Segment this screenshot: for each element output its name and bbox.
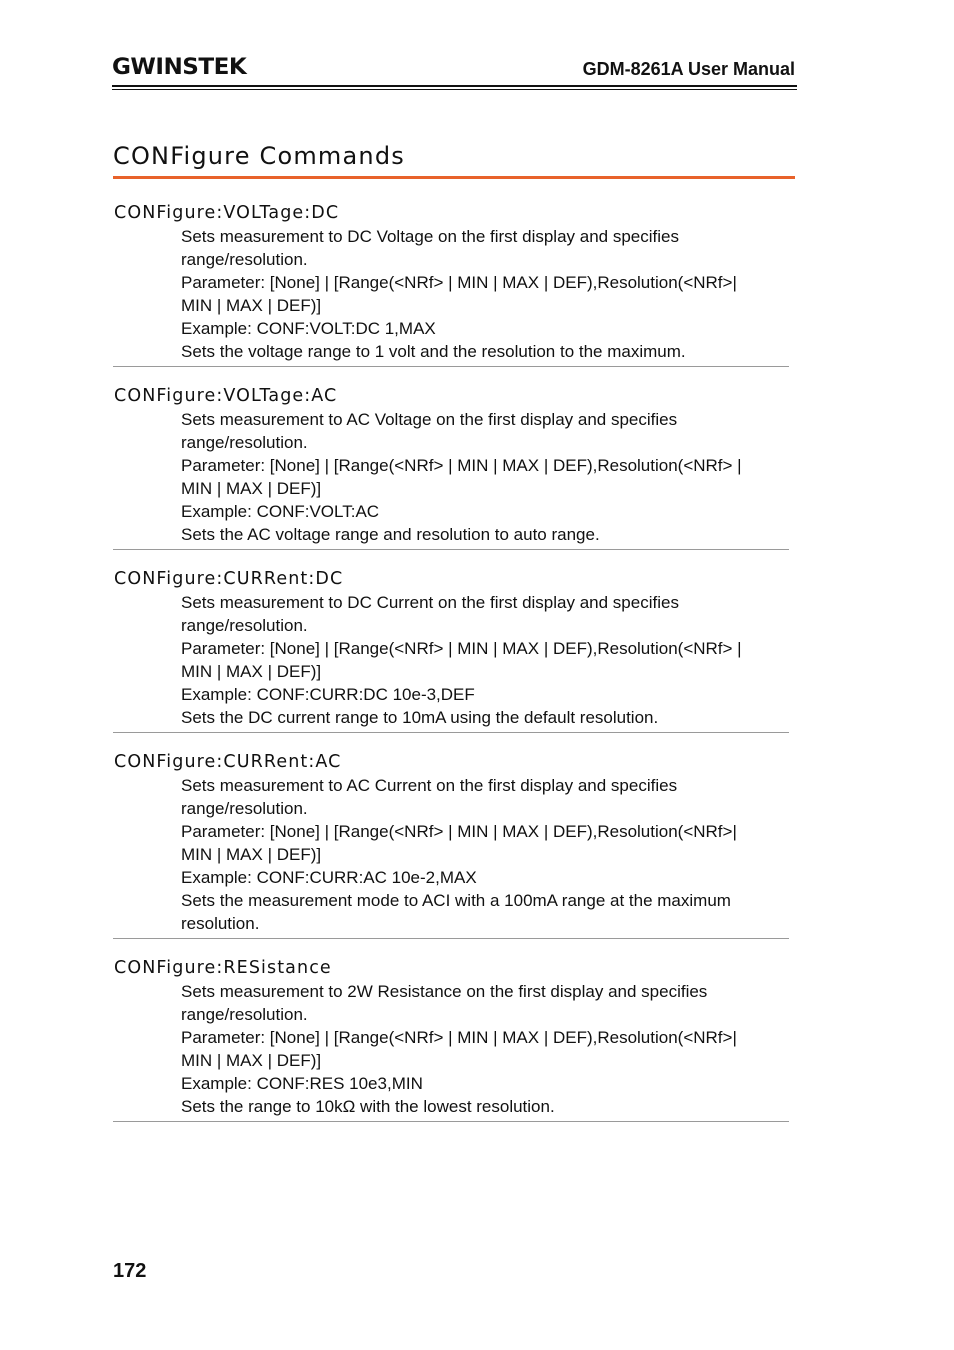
description-line: Sets measurement to 2W Resistance on the first display and specifies xyxy=(181,982,708,1001)
description-line: range/resolution. xyxy=(181,433,308,452)
example-explanation: Sets the range to 10kΩ with the lowest resolution. xyxy=(181,1097,555,1116)
parameter-line: Parameter: [None] | [Range(<NRf> | MIN | MAX | DEF),Resolution(<NRf> | xyxy=(181,639,742,658)
command-name: CONFigure:VOLTage:AC xyxy=(114,386,338,406)
parameter-line: MIN | MAX | DEF)] xyxy=(181,845,322,864)
page-header xyxy=(112,52,797,92)
command-divider xyxy=(113,1121,789,1122)
example-line: Example: CONF:CURR:DC 10e-3,DEF xyxy=(181,685,475,704)
example-explanation: resolution. xyxy=(181,914,260,933)
description-line: range/resolution. xyxy=(181,616,308,635)
parameter-line: MIN | MAX | DEF)] xyxy=(181,296,322,315)
header-rule-thin xyxy=(112,89,797,90)
header-rule xyxy=(112,85,797,87)
description-line: range/resolution. xyxy=(181,250,308,269)
example-line: Example: CONF:CURR:AC 10e-2,MAX xyxy=(181,868,477,887)
command-description xyxy=(181,225,789,363)
command-description xyxy=(181,408,789,546)
description-line: range/resolution. xyxy=(181,799,308,818)
command-divider xyxy=(113,732,789,733)
parameter-line: Parameter: [None] | [Range(<NRf> | MIN | MAX | DEF),Resolution(<NRf> | xyxy=(181,456,742,475)
example-line: Example: CONF:RES 10e3,MIN xyxy=(181,1074,423,1093)
example-explanation: Sets the DC current range to 10mA using the default resolution. xyxy=(181,708,659,727)
command-block-voltage-ac xyxy=(113,385,789,550)
command-name: CONFigure:VOLTage:DC xyxy=(114,203,340,223)
command-block-current-ac xyxy=(113,751,789,939)
description-line: Sets measurement to AC Voltage on the first display and specifies xyxy=(181,410,678,429)
command-divider xyxy=(113,366,789,367)
command-description xyxy=(181,980,789,1118)
page-number: 172 xyxy=(113,1260,147,1282)
command-description xyxy=(181,591,789,729)
description-line: Sets measurement to DC Voltage on the first display and specifies xyxy=(181,227,679,246)
command-divider xyxy=(113,549,789,550)
command-block-voltage-dc xyxy=(113,202,789,367)
example-explanation: Sets the AC voltage range and resolution to auto range. xyxy=(181,525,600,544)
example-line: Example: CONF:VOLT:DC 1,MAX xyxy=(181,319,436,338)
parameter-line: MIN | MAX | DEF)] xyxy=(181,1051,322,1070)
parameter-line: MIN | MAX | DEF)] xyxy=(181,479,322,498)
command-name: CONFigure:CURRent:AC xyxy=(114,752,342,772)
parameter-line: Parameter: [None] | [Range(<NRf> | MIN | MAX | DEF),Resolution(<NRf>| xyxy=(181,822,737,841)
command-name: CONFigure:RESistance xyxy=(114,958,332,978)
description-line: Sets measurement to AC Current on the first display and specifies xyxy=(181,776,678,795)
parameter-line: Parameter: [None] | [Range(<NRf> | MIN | MAX | DEF),Resolution(<NRf>| xyxy=(181,273,737,292)
example-line: Example: CONF:VOLT:AC xyxy=(181,502,380,521)
section-title-underline xyxy=(113,176,795,179)
example-explanation: Sets the measurement mode to ACI with a 100mA range at the maximum xyxy=(181,891,731,910)
gwinstek-logo: GWINSTEK xyxy=(112,55,247,80)
description-line: Sets measurement to DC Current on the first display and specifies xyxy=(181,593,679,612)
command-block-resistance xyxy=(113,957,789,1122)
section-title: CONFigure Commands xyxy=(113,142,405,170)
command-description xyxy=(181,774,789,935)
description-line: range/resolution. xyxy=(181,1005,308,1024)
command-divider xyxy=(113,938,789,939)
example-explanation: Sets the voltage range to 1 volt and the resolution to the maximum. xyxy=(181,342,686,361)
command-name: CONFigure:CURRent:DC xyxy=(114,569,344,589)
command-block-current-dc xyxy=(113,568,789,733)
parameter-line: Parameter: [None] | [Range(<NRf> | MIN | MAX | DEF),Resolution(<NRf>| xyxy=(181,1028,737,1047)
parameter-line: MIN | MAX | DEF)] xyxy=(181,662,322,681)
manual-title: GDM-8261A User Manual xyxy=(582,59,795,79)
